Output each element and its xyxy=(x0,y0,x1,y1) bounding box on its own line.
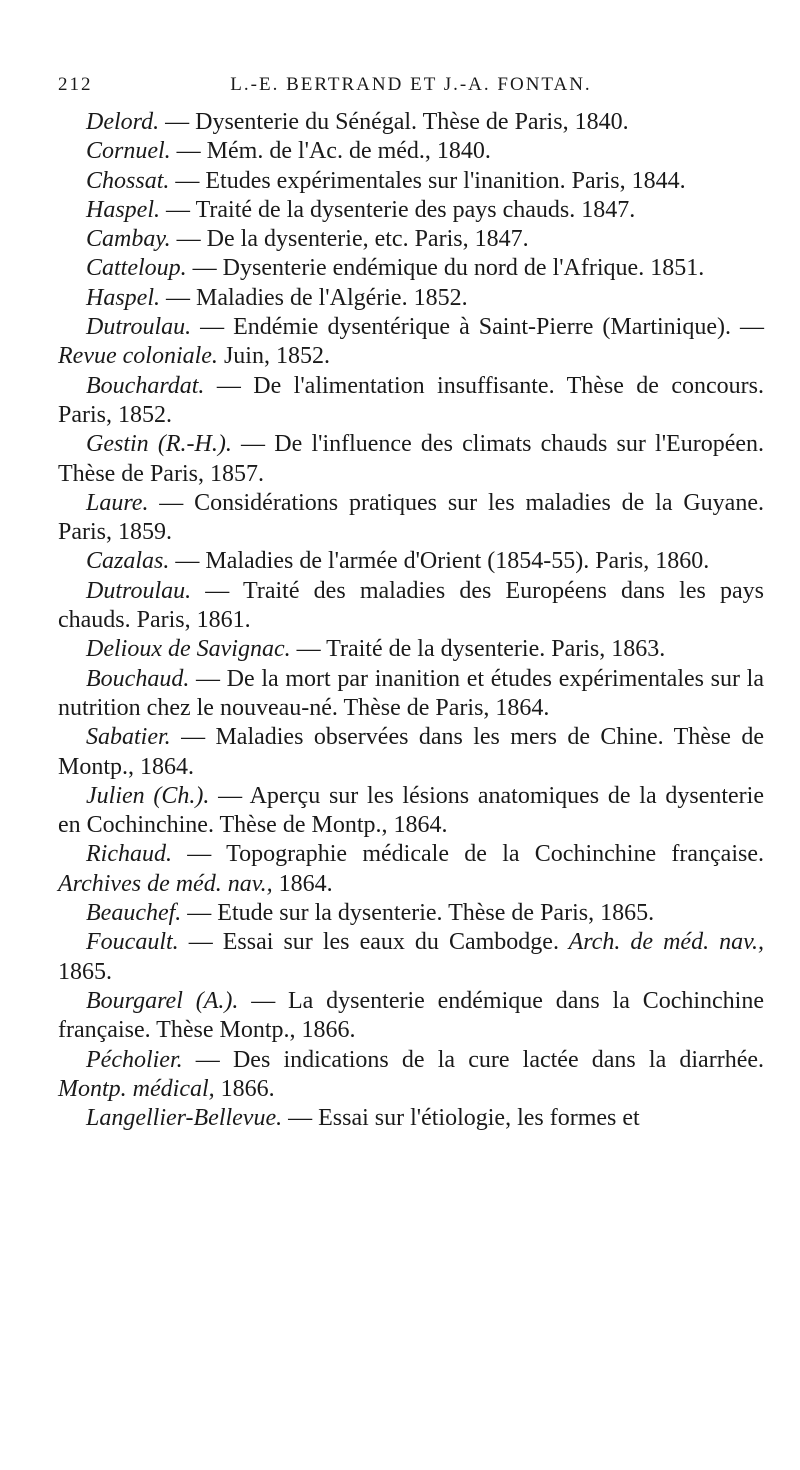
entry-text: — Essai sur les eaux du Cambodge. xyxy=(178,929,559,956)
entry-author: Laure. xyxy=(86,489,149,516)
bibliography-entry xyxy=(58,225,764,254)
bibliography-entry xyxy=(58,372,764,431)
entry-author: Bouchardat. xyxy=(86,372,205,399)
entry-journal: Revue coloniale. xyxy=(58,343,218,370)
entry-journal: Montp. médical, xyxy=(58,1075,215,1102)
page-header xyxy=(58,74,764,104)
entry-author: Bouchaud. xyxy=(86,665,190,692)
entry-text: — De la dysenterie, etc. Paris, 1847. xyxy=(170,226,529,253)
bibliography-entry xyxy=(58,547,764,576)
bibliography-entry xyxy=(58,254,764,283)
entry-year: Juin, 1852. xyxy=(217,343,330,370)
entry-author: Sabatier. xyxy=(86,724,171,751)
running-head: L.-E. BERTRAND ET J.-A. FONTAN. xyxy=(230,74,592,95)
bibliography-entry xyxy=(58,577,764,636)
bibliography-entry xyxy=(58,1046,764,1105)
entry-text: — Aperçu sur les lésions anatomiques de la dysenterie en Cochinchine. Thèse de Montp., 1864. xyxy=(58,782,764,839)
entry-text: — De l'alimentation insuffisante. Thèse de concours. Paris, 1852. xyxy=(58,372,764,428)
entry-author: Cambay. xyxy=(86,226,171,253)
entry-text: — La dysenterie endémique dans la Cochinchine française. Thèse Montp., 1866. xyxy=(58,987,764,1044)
bibliography-entry xyxy=(58,430,764,489)
entry-text: — Maladies de l'Algérie. 1852. xyxy=(160,284,468,311)
entry-author: Foucault. xyxy=(86,929,179,956)
entry-author: Richaud. xyxy=(86,841,172,868)
bibliography-entry xyxy=(58,1104,764,1133)
entry-text: — De la mort par inanition et études expérimentales sur la nutrition chez le nouveau-né. Thèse de Paris, 1864. xyxy=(58,665,764,721)
entry-text: — Etudes expérimentales sur l'inanition. Paris, 1844. xyxy=(169,167,686,194)
entry-year: 1866. xyxy=(214,1075,275,1102)
entry-author: Cazalas. xyxy=(86,548,170,575)
bibliography-entry xyxy=(58,313,764,372)
bibliography-entry xyxy=(58,108,764,137)
entry-author: Beauchef. xyxy=(86,900,182,927)
entry-author: Chossat. xyxy=(86,167,170,194)
entry-author: Dutroulau. xyxy=(86,314,192,341)
bibliography-entry xyxy=(58,489,764,548)
entry-text: — Etude sur la dysenterie. Thèse de Paris, 1865. xyxy=(181,900,655,927)
bibliography-entry xyxy=(58,782,764,841)
entry-year: 1865. xyxy=(58,958,112,985)
entry-author: Haspel. xyxy=(86,196,160,223)
entry-text: — Mém. de l'Ac. de méd., 1840. xyxy=(170,138,491,165)
entry-text: — Traité des maladies des Européens dans les pays chauds. Paris, 1861. xyxy=(58,577,764,634)
bibliography-entry xyxy=(58,840,764,899)
entry-text: — Maladies de l'armée d'Orient (1854-55). Paris, 1860. xyxy=(169,548,710,575)
page-number: 212 xyxy=(58,74,93,95)
entry-author: Catteloup. xyxy=(86,255,187,282)
bibliography-entry xyxy=(58,987,764,1046)
bibliography-entry xyxy=(58,284,764,313)
entry-author: Delord. xyxy=(86,109,160,135)
bibliography-entry xyxy=(58,899,764,928)
entry-text: — Maladies observées dans les mers de Chine. Thèse de Montp., 1864. xyxy=(58,724,764,780)
entry-text: — Dysenterie endémique du nord de l'Afrique. 1851. xyxy=(186,255,705,282)
entry-author: Cornuel. xyxy=(86,138,171,165)
entry-text: — Essai sur l'étiologie, les formes et xyxy=(282,1105,640,1132)
entry-author: Dutroulau. xyxy=(86,577,192,604)
entry-author: Bourgarel (A.). xyxy=(86,987,239,1014)
bibliography-entry xyxy=(58,723,764,782)
bibliography-entry xyxy=(58,196,764,225)
entry-text: — Traité de la dysenterie. Paris, 1863. xyxy=(290,636,666,663)
entry-text: — Des indications de la cure lactée dans la diarrhée. xyxy=(182,1046,764,1073)
entry-author: Delioux de Savignac. xyxy=(86,636,291,663)
entry-author: Langellier-Bellevue. xyxy=(86,1105,283,1132)
entry-year: 1864. xyxy=(272,870,333,897)
bibliography-entry xyxy=(58,635,764,664)
entry-journal: Arch. de méd. nav., xyxy=(558,929,764,956)
bibliography-list xyxy=(58,108,764,1133)
entry-text: — Considérations pratiques sur les maladies de la Guyane. Paris, 1859. xyxy=(58,489,764,546)
entry-author: Gestin (R.-H.). xyxy=(86,431,232,458)
bibliography-entry xyxy=(58,665,764,724)
entry-author: Pécholier. xyxy=(86,1046,183,1073)
bibliography-entry xyxy=(58,137,764,166)
entry-author: Julien (Ch.). xyxy=(86,782,210,809)
entry-text: — De l'influence des climats chauds sur l'Européen. Thèse de Paris, 1857. xyxy=(58,431,764,487)
entry-text: — Traité de la dysenterie des pays chauds. 1847. xyxy=(160,196,636,223)
bibliography-entry xyxy=(58,167,764,196)
bibliography-entry xyxy=(58,928,764,987)
entry-text: — Endémie dysentérique à Saint-Pierre (Martinique). — xyxy=(191,314,764,341)
entry-text: — Topographie médicale de la Cochinchine française. xyxy=(171,841,764,868)
entry-text: — Dysenterie du Sénégal. Thèse de Paris, 1840. xyxy=(159,109,629,135)
entry-journal: Archives de méd. nav., xyxy=(58,870,273,897)
entry-author: Haspel. xyxy=(86,284,160,311)
